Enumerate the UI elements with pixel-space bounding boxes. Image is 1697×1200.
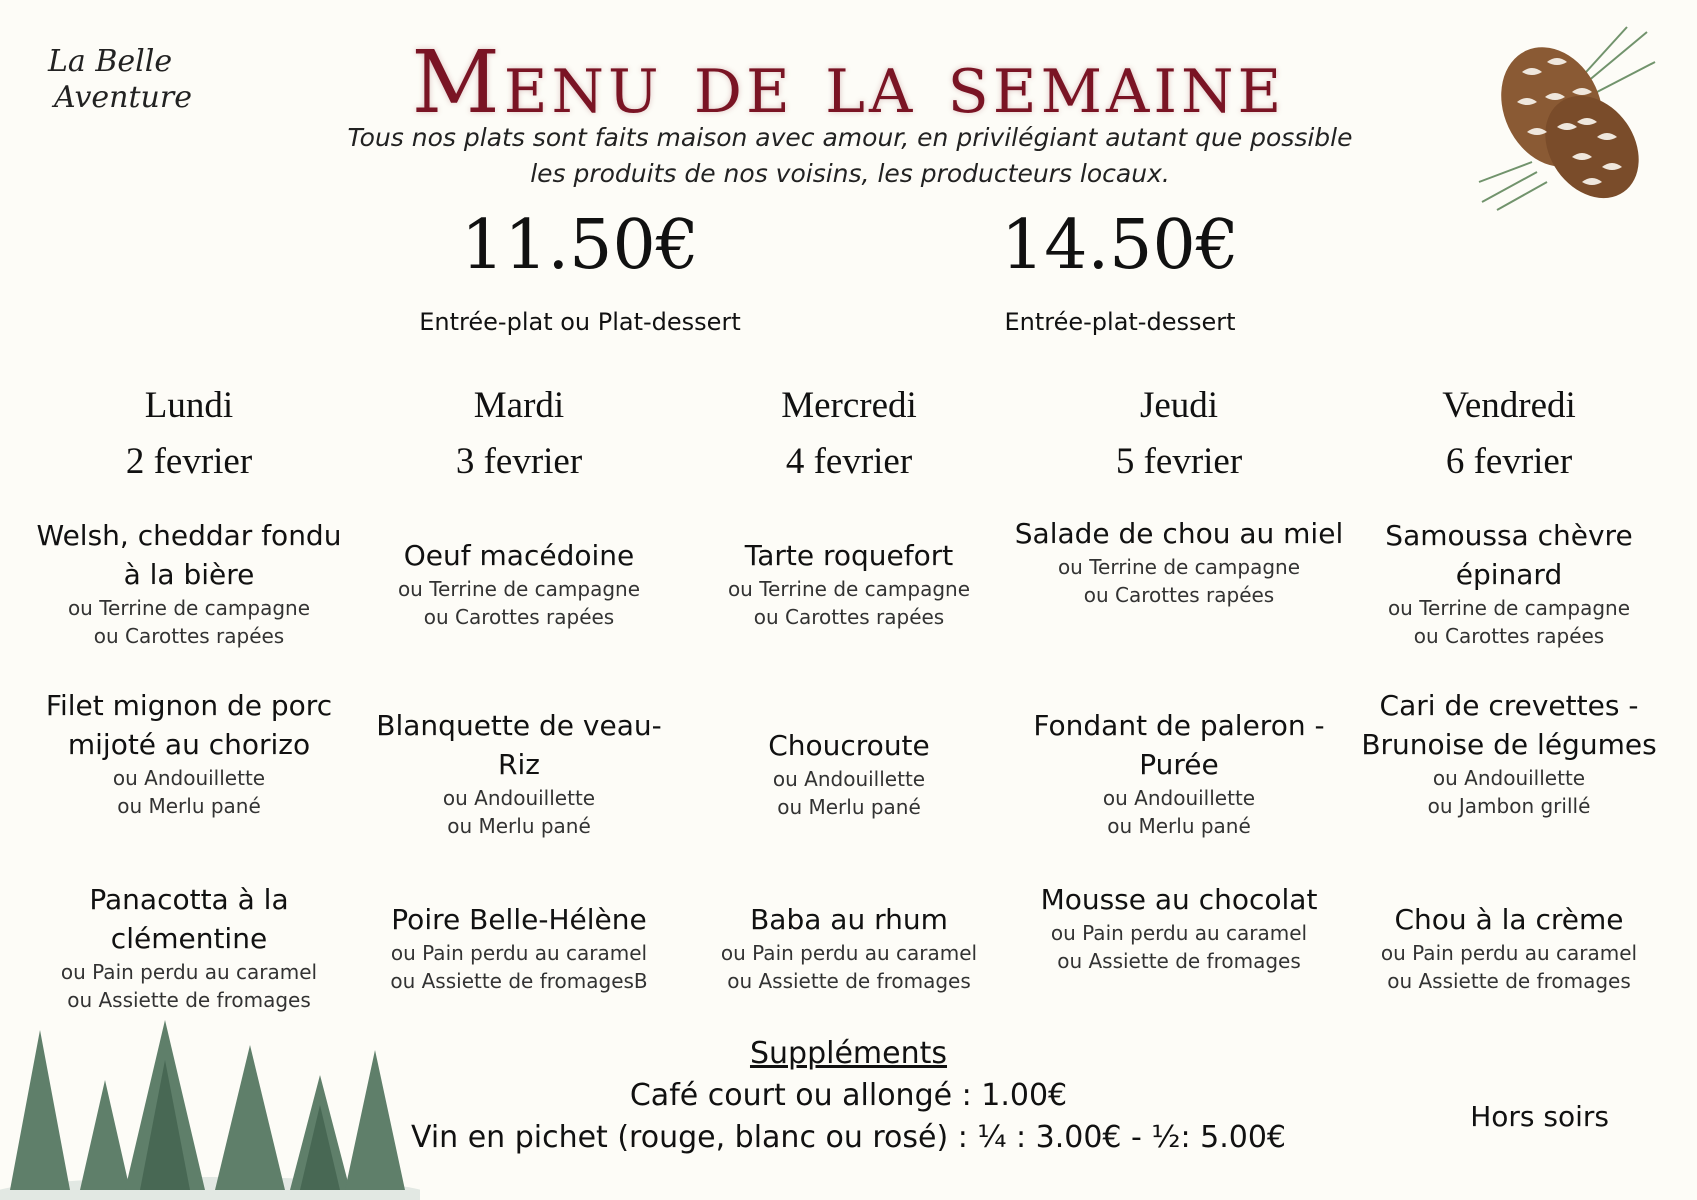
dish-alt: ou Merlu pané <box>777 795 921 819</box>
plat-jeudi <box>1014 706 1344 840</box>
subtitle-line-1: Tous nos plats sont faits maison avec amour, en privilégiant autant que possible <box>347 123 1353 152</box>
dish-alt: ou Andouillette <box>1432 766 1586 790</box>
day-header-mercredi <box>684 378 1014 490</box>
dish-main: Filet mignon de porc mijoté au chorizo <box>45 689 333 761</box>
dish-alt: ou Pain perdu au caramel <box>1380 941 1638 965</box>
dish-alt: ou Pain perdu au caramel <box>390 941 648 965</box>
dish-alt: ou Carottes rapées <box>1413 624 1605 648</box>
plat-mardi <box>354 706 684 840</box>
plat-mercredi <box>684 726 1014 821</box>
dish-alt: ou Carottes rapées <box>1083 583 1275 607</box>
dish-alt: ou Assiette de fromagesB <box>390 969 648 993</box>
dish-main: Cari de crevettes - Brunoise de légumes <box>1361 689 1657 761</box>
day-date: 5 fevrier <box>1115 441 1243 482</box>
price-formula-2-label: Entrée-plat-dessert <box>1004 308 1236 336</box>
day-header-lundi <box>24 378 354 490</box>
page-title: Menu de la semaine <box>411 33 1286 133</box>
dish-alt: ou Jambon grillé <box>1427 794 1591 818</box>
dish-alt: ou Carottes rapées <box>423 605 615 629</box>
dish-alt: ou Pain perdu au caramel <box>720 941 978 965</box>
plat-vendredi <box>1344 686 1674 820</box>
day-header-jeudi <box>1014 378 1344 490</box>
dessert-mercredi <box>684 900 1014 995</box>
dish-main: Chou à la crème <box>1394 903 1624 936</box>
dish-main: Tarte roquefort <box>744 539 954 572</box>
dish-alt: ou Terrine de campagne <box>397 577 641 601</box>
day-name: Mardi <box>473 385 565 426</box>
price-formula-1: 11.50€ <box>461 206 699 285</box>
day-name: Mercredi <box>781 385 917 426</box>
dish-alt: ou Assiette de fromages <box>1057 949 1301 973</box>
dessert-lundi <box>24 880 354 1014</box>
price-formula-2: 14.50€ <box>1001 206 1239 285</box>
dish-alt: ou Merlu pané <box>117 794 261 818</box>
dish-alt: ou Terrine de campagne <box>1057 555 1301 579</box>
dish-main: Baba au rhum <box>750 903 948 936</box>
dish-main: Blanquette de veau- Riz <box>376 709 662 781</box>
dish-main: Fondant de paleron - Purée <box>1033 709 1325 781</box>
day-date: 4 fevrier <box>785 441 913 482</box>
logo-line-2: Aventure <box>54 79 192 115</box>
dish-alt: ou Andouillette <box>772 767 926 791</box>
dish-main: Poire Belle-Hélène <box>391 903 647 936</box>
day-date: 2 fevrier <box>125 441 253 482</box>
dish-alt: ou Andouillette <box>112 766 266 790</box>
dish-main: Panacotta à la clémentine <box>89 883 289 955</box>
dish-main: Mousse au chocolat <box>1040 883 1318 916</box>
supplement-wine: Vin en pichet (rouge, blanc ou rosé) : ¼ : 3.00€ - ½: 5.00€ <box>410 1120 1287 1155</box>
day-name: Lundi <box>144 385 234 426</box>
dish-alt: ou Carottes rapées <box>93 624 285 648</box>
dish-alt: ou Merlu pané <box>1107 814 1251 838</box>
subtitle <box>300 120 1400 192</box>
day-date: 6 fevrier <box>1445 441 1573 482</box>
dish-alt: ou Andouillette <box>442 786 596 810</box>
dish-alt: ou Pain perdu au caramel <box>1050 921 1308 945</box>
dish-main: Choucroute <box>768 729 930 762</box>
dish-alt: ou Terrine de campagne <box>727 577 971 601</box>
starter-jeudi <box>1014 514 1344 609</box>
dish-alt: ou Merlu pané <box>447 814 591 838</box>
day-name: Jeudi <box>1139 385 1219 426</box>
dessert-mardi <box>354 900 684 995</box>
plat-lundi <box>24 686 354 820</box>
dish-alt: ou Pain perdu au caramel <box>60 960 318 984</box>
dish-main: Samoussa chèvre épinard <box>1385 519 1633 591</box>
dish-main: Oeuf macédoine <box>403 539 635 572</box>
day-name: Vendredi <box>1442 385 1576 426</box>
dish-alt: ou Carottes rapées <box>753 605 945 629</box>
dish-main: Welsh, cheddar fondu à la bière <box>36 519 342 591</box>
dish-alt: ou Terrine de campagne <box>1387 596 1631 620</box>
price-formula-1-label: Entrée-plat ou Plat-dessert <box>419 308 741 336</box>
dish-alt: ou Andouillette <box>1102 786 1256 810</box>
starter-vendredi <box>1344 516 1674 650</box>
dish-alt: ou Assiette de fromages <box>727 969 971 993</box>
day-header-mardi <box>354 378 684 490</box>
day-header-vendredi <box>1344 378 1674 490</box>
dish-alt: ou Assiette de fromages <box>67 988 311 1012</box>
hors-soirs-note: Hors soirs <box>1470 1100 1609 1133</box>
starter-mercredi <box>684 536 1014 631</box>
day-date: 3 fevrier <box>455 441 583 482</box>
starter-mardi <box>354 536 684 631</box>
dish-main: Salade de chou au miel <box>1014 517 1344 550</box>
starter-lundi <box>24 516 354 650</box>
dessert-jeudi <box>1014 880 1344 975</box>
dessert-vendredi <box>1344 900 1674 995</box>
dish-alt: ou Assiette de fromages <box>1387 969 1631 993</box>
subtitle-line-2: les produits de nos voisins, les producteurs locaux. <box>530 159 1170 188</box>
logo-line-1: La Belle <box>48 44 173 79</box>
supplements-title: Suppléments <box>749 1036 948 1071</box>
supplement-coffee: Café court ou allongé : 1.00€ <box>629 1078 1068 1113</box>
dish-alt: ou Terrine de campagne <box>67 596 311 620</box>
